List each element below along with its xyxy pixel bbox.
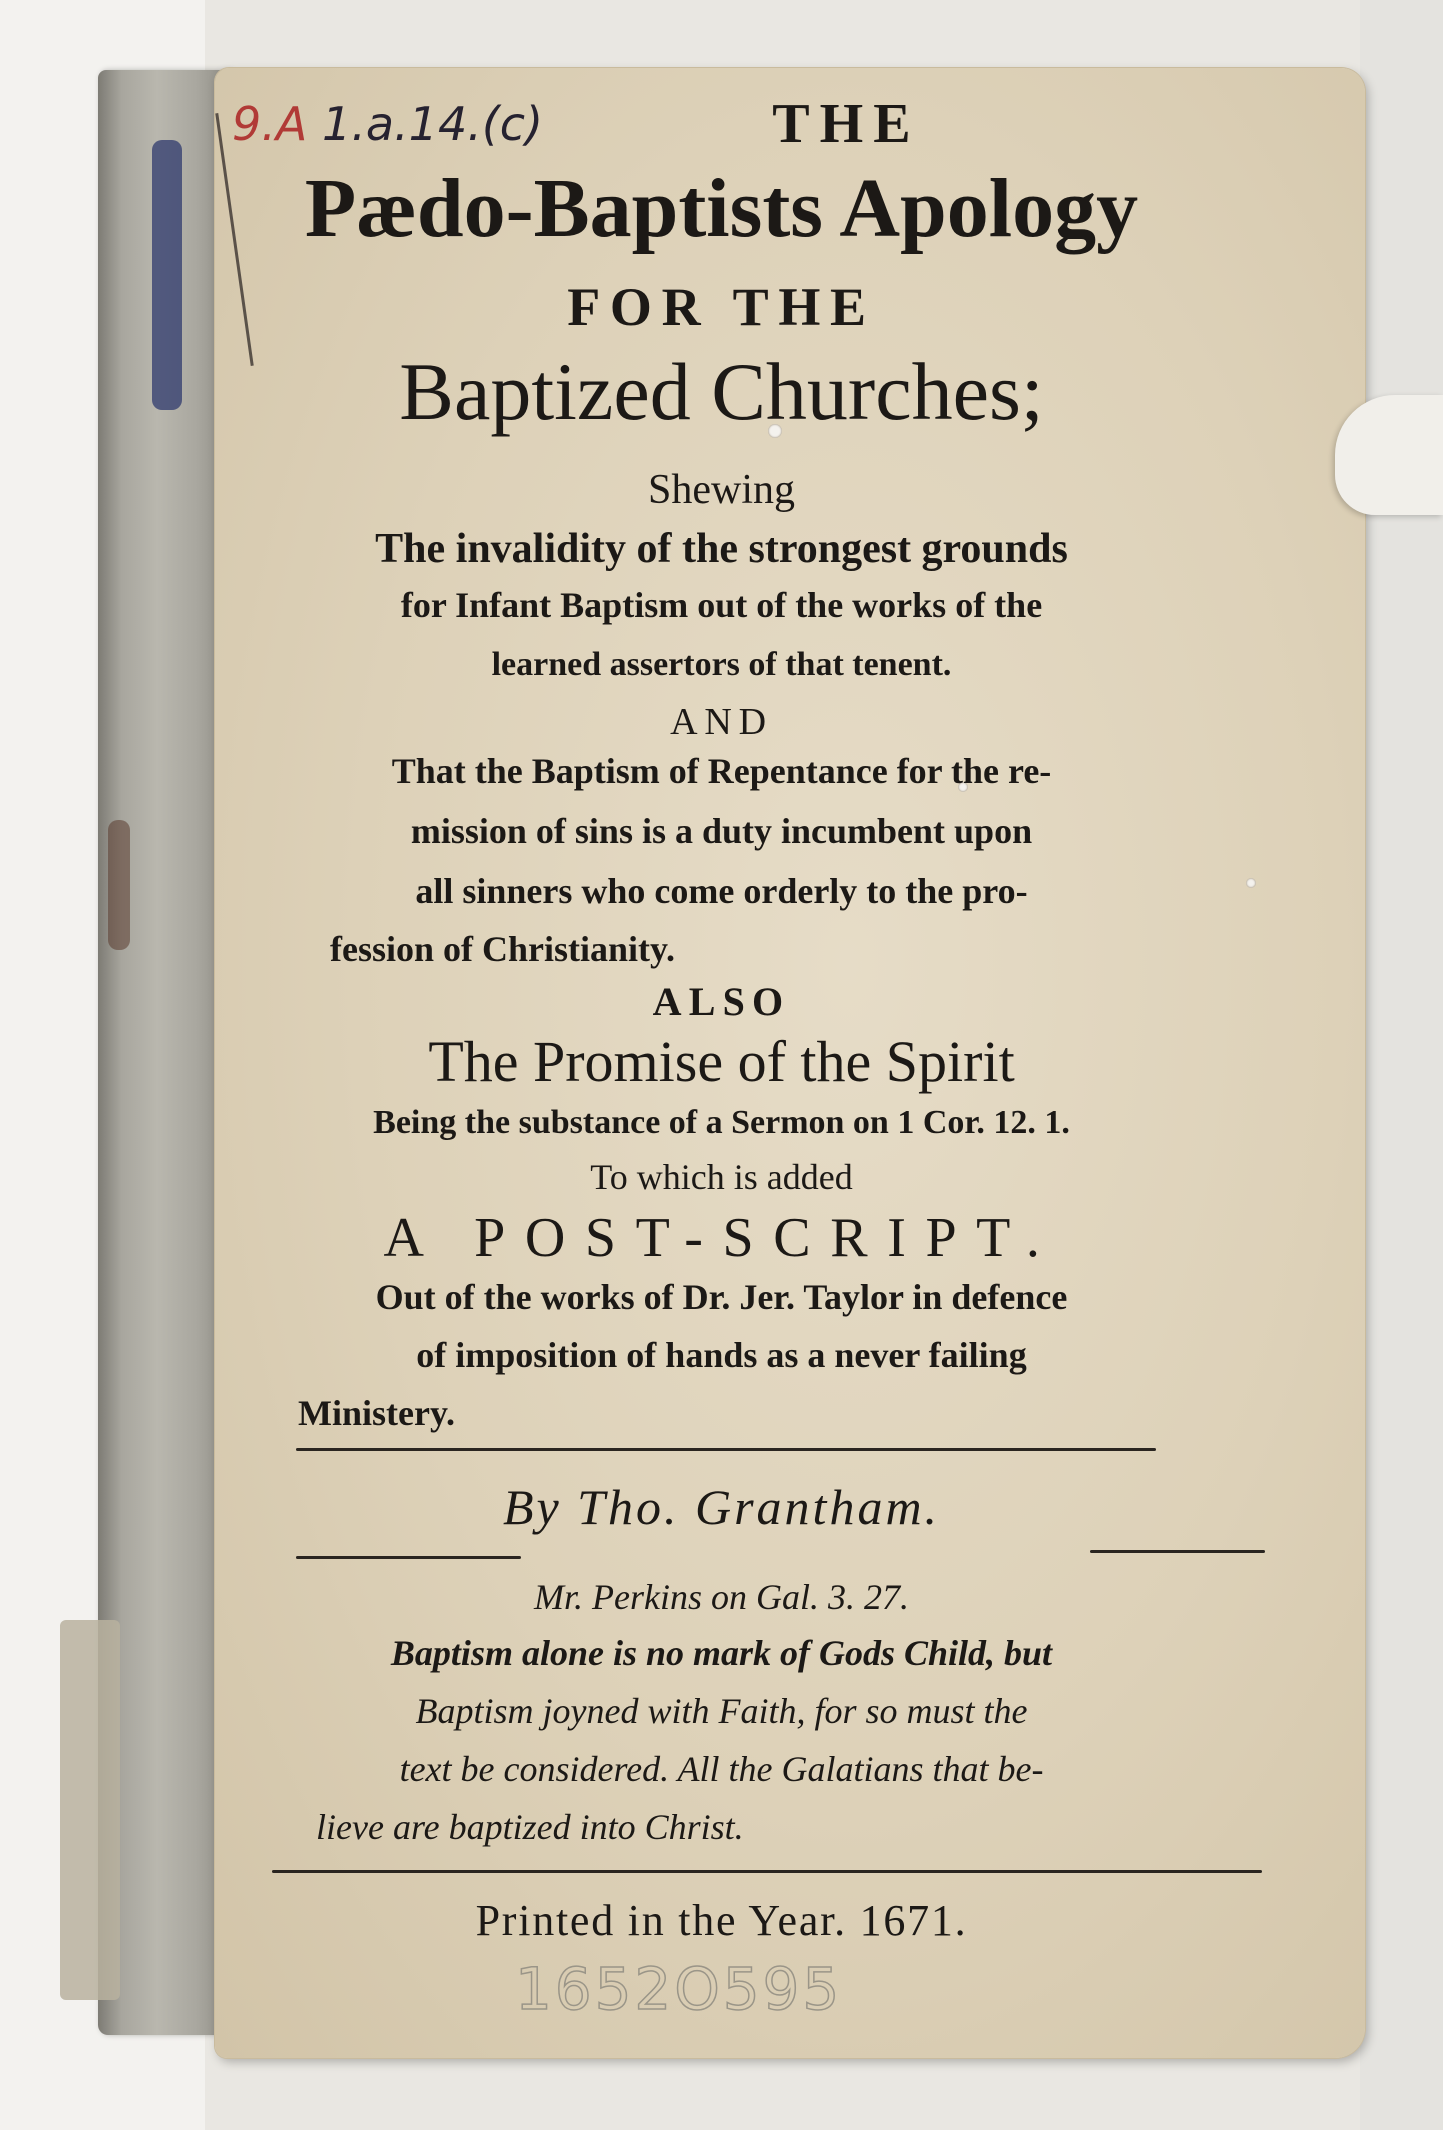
and-line-4: fession of Christianity. (330, 929, 676, 969)
pencil-shelfmark: 1652O595 (515, 1955, 843, 2023)
quote-line-1: Baptism alone is no mark of Gods Child, but (390, 1633, 1053, 1673)
rule-middle-right (1090, 1550, 1265, 1553)
promise-of-spirit: The Promise of the Spirit (428, 1029, 1015, 1094)
and-line-3: all sinners who come orderly to the pro- (415, 871, 1028, 911)
postscript-line-2: of imposition of hands as a never failing (416, 1335, 1027, 1375)
sermon-line: Being the substance of a Sermon on 1 Cor. 12. 1. (373, 1104, 1070, 1141)
and-line-1: That the Baptism of Repentance for the re- (391, 751, 1052, 791)
rule-middle-left (296, 1556, 521, 1559)
to-which-added: To which is added (590, 1157, 853, 1197)
rule-upper (296, 1448, 1156, 1451)
title-for-the: FOR THE (567, 277, 876, 337)
and-line-2: mission of sins is a duty incumbent upon (410, 811, 1033, 851)
and-heading: AND (670, 701, 773, 743)
imprint: Printed in the Year. 1671. (475, 1896, 968, 1945)
shewing-heading: Shewing (648, 467, 795, 513)
author-line: By Tho. Grantham. (502, 1479, 941, 1535)
annotation-black: 1.a.14.(c) (321, 97, 544, 151)
quote-source: Mr. Perkins on Gal. 3. 27. (534, 1577, 909, 1617)
also-heading: ALSO (652, 979, 791, 1024)
title-baptized-churches: Baptized Churches; (399, 346, 1044, 437)
title-the: THE (772, 93, 921, 155)
shewing-line-2: for Infant Baptism out of the works of the (400, 585, 1043, 625)
postscript-heading: A POST-SCRIPT. (383, 1207, 1060, 1269)
shewing-line-3: learned assertors of that tenent. (491, 646, 952, 683)
postscript-line-3: Ministery. (298, 1393, 455, 1433)
quote-line-3: text be considered. All the Galatians that be- (399, 1749, 1044, 1789)
postscript-line-1: Out of the works of Dr. Jer. Taylor in defence (375, 1277, 1068, 1317)
quote-line-2: Baptism joyned with Faith, for so must the (415, 1691, 1028, 1731)
shewing-line-1: The invalidity of the strongest grounds (375, 526, 1068, 572)
quote-line-4: lieve are baptized into Christ. (316, 1807, 744, 1847)
title-main: Pædo-Baptists Apology (304, 162, 1139, 255)
rule-lower (272, 1870, 1262, 1873)
annotation-red: 9.A (232, 97, 308, 151)
